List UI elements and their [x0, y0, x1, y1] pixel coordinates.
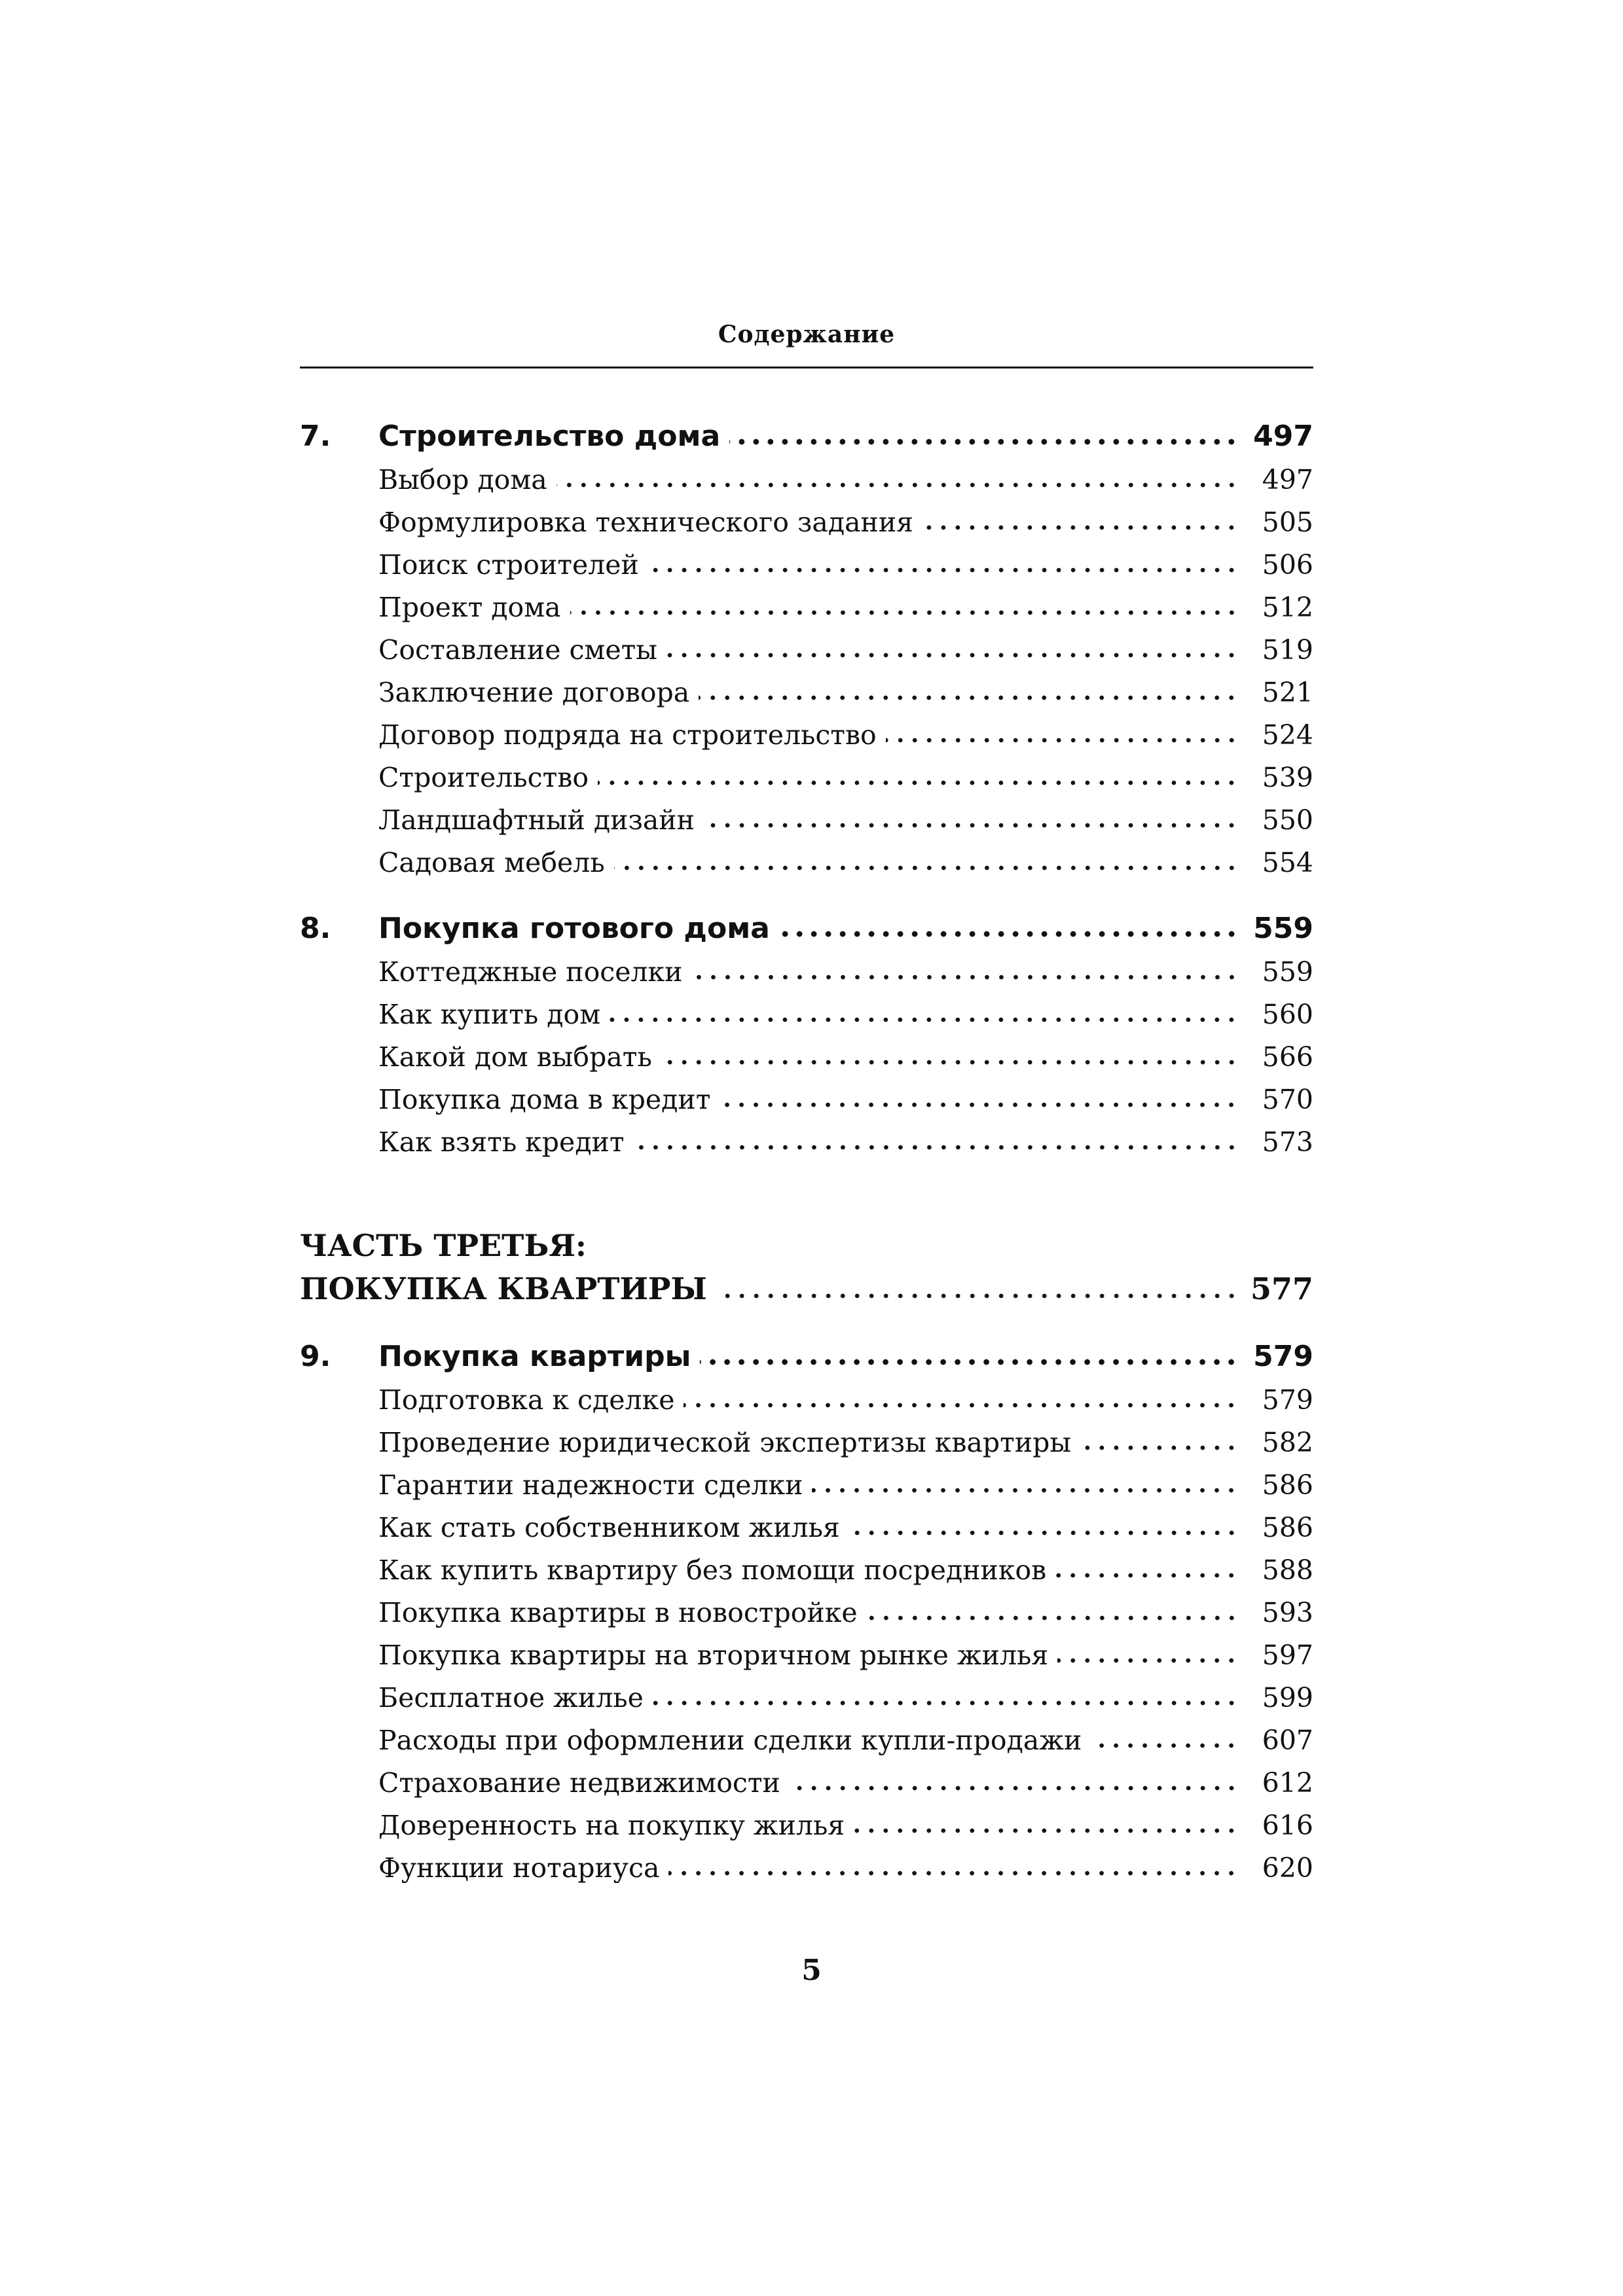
toc-entry: [300, 1586, 1313, 1628]
leader-dots: [729, 439, 1239, 445]
toc-entry-label: Страхование недвижимости: [378, 1767, 790, 1799]
toc-entry-label: Как купить квартиру без помощи посредников: [378, 1554, 1055, 1586]
leader-dots: [700, 1359, 1239, 1365]
toc-entry: [300, 666, 1313, 708]
leader-dots: [1080, 1445, 1239, 1450]
part-title: ПОКУПКА КВАРТИРЫ: [300, 1271, 716, 1306]
chapter-number: 8.: [300, 912, 331, 945]
leader-dots: [666, 653, 1239, 658]
toc-entry-page: 573: [1239, 1126, 1313, 1158]
toc-entry: [300, 1628, 1313, 1671]
toc-entry-page: 612: [1239, 1767, 1313, 1799]
toc-entry-label: Садовая мебель: [378, 847, 614, 878]
toc-entry-label: Коттеджные поселки: [378, 956, 692, 988]
toc-entry-label: Составление сметы: [378, 634, 666, 666]
toc-entry: [300, 836, 1313, 878]
toc-entry-label: Гарантии надежности сделки: [378, 1469, 812, 1501]
toc-entry: [300, 581, 1313, 623]
chapter-entry: [300, 1326, 1313, 1373]
leader-dots: [614, 865, 1239, 870]
toc-entry: [300, 1416, 1313, 1458]
leader-dots: [692, 975, 1239, 980]
leader-dots: [684, 1403, 1239, 1408]
leader-dots: [570, 610, 1239, 615]
part-label: ЧАСТЬ ТРЕТЬЯ:: [300, 1228, 596, 1263]
toc-entry: [300, 1713, 1313, 1756]
toc-entry-label: Формулировка технического задания: [378, 507, 922, 538]
chapter-number: 7.: [300, 420, 331, 453]
part-entry: [300, 1263, 1313, 1306]
part-heading-line: [300, 1220, 1313, 1263]
toc-entry-label: Покупка дома в кредит: [378, 1084, 720, 1115]
toc-entry: [300, 1115, 1313, 1158]
toc-entry-label: Как взять кредит: [378, 1126, 634, 1158]
chapter-entry: [300, 898, 1313, 945]
toc-entry-page: 620: [1239, 1852, 1313, 1884]
leader-dots: [779, 931, 1239, 937]
toc-entry-page: 550: [1239, 804, 1313, 836]
chapter-title: Покупка готового дома: [378, 912, 770, 945]
table-of-contents: [300, 406, 1313, 1884]
toc-entry: [300, 1458, 1313, 1501]
leader-dots: [699, 695, 1239, 700]
leader-dots: [849, 1530, 1239, 1535]
chapter-title: Покупка квартиры: [378, 1340, 691, 1373]
toc-entry-page: 593: [1239, 1597, 1313, 1628]
spacer: [300, 878, 1313, 898]
leader-dots: [812, 1488, 1239, 1493]
toc-entry: [300, 1373, 1313, 1416]
leader-dots: [790, 1785, 1239, 1791]
toc-entry: [300, 623, 1313, 666]
toc-entry-page: 582: [1239, 1427, 1313, 1458]
chapter-page: 579: [1239, 1340, 1313, 1373]
toc-entry-page: 579: [1239, 1384, 1313, 1416]
toc-entry-label: Доверенность на покупку жилья: [378, 1810, 854, 1841]
part-page: 577: [1239, 1271, 1313, 1306]
leader-dots: [668, 1871, 1239, 1876]
toc-entry-page: 588: [1239, 1554, 1313, 1586]
running-header: Содержание: [718, 321, 896, 348]
toc-entry: [300, 945, 1313, 988]
chapter-title: Строительство дома: [378, 420, 721, 453]
toc-entry-page: 524: [1239, 719, 1313, 751]
toc-entry-label: Поиск строителей: [378, 549, 648, 581]
toc-entry: [300, 1073, 1313, 1115]
leader-dots: [648, 567, 1239, 573]
toc-entry-page: 597: [1239, 1640, 1313, 1671]
toc-entry-label: Как купить дом: [378, 999, 610, 1030]
toc-entry: [300, 1671, 1313, 1713]
leader-dots: [922, 525, 1239, 530]
toc-entry-page: 586: [1239, 1512, 1313, 1543]
leader-dots: [1055, 1573, 1239, 1578]
toc-entry-page: 521: [1239, 677, 1313, 708]
toc-entry-page: 560: [1239, 999, 1313, 1030]
toc-entry-label: Подготовка к сделке: [378, 1384, 684, 1416]
leader-dots: [653, 1700, 1239, 1706]
toc-entry: [300, 793, 1313, 836]
toc-entry-page: 599: [1239, 1682, 1313, 1713]
toc-entry-page: 586: [1239, 1469, 1313, 1501]
chapter-number: 9.: [300, 1340, 331, 1373]
toc-entry-label: Как стать собственником жилья: [378, 1512, 849, 1543]
spacer: [300, 1158, 1313, 1220]
toc-entry-page: 554: [1239, 847, 1313, 878]
toc-entry-page: 519: [1239, 634, 1313, 666]
leader-dots: [886, 738, 1239, 743]
toc-entry: [300, 708, 1313, 751]
toc-entry-label: Проект дома: [378, 592, 570, 623]
toc-entry: [300, 988, 1313, 1030]
toc-entry-label: Заключение договора: [378, 677, 699, 708]
chapter-entry: [300, 406, 1313, 453]
toc-entry: [300, 495, 1313, 538]
toc-entry: [300, 538, 1313, 581]
page-number: 5: [801, 1954, 822, 1987]
toc-entry-label: Какой дом выбрать: [378, 1041, 661, 1073]
leader-dots: [1091, 1743, 1239, 1748]
toc-entry-label: Покупка квартиры в новостройке: [378, 1597, 867, 1628]
leader-dots: [854, 1828, 1239, 1833]
toc-entry-page: 506: [1239, 549, 1313, 581]
toc-entry-label: Проведение юридической экспертизы квартиры: [378, 1427, 1080, 1458]
leader-dots: [661, 1060, 1239, 1065]
toc-entry: [300, 1799, 1313, 1841]
toc-entry: [300, 1756, 1313, 1799]
leader-dots: [704, 823, 1239, 828]
toc-entry-label: Ландшафтный дизайн: [378, 804, 704, 836]
toc-entry: [300, 751, 1313, 793]
chapter-page: 497: [1239, 420, 1313, 453]
toc-entry-label: Покупка квартиры на вторичном рынке жилья: [378, 1640, 1057, 1671]
leader-dots: [634, 1145, 1239, 1150]
leader-dots: [867, 1615, 1239, 1621]
toc-entry-label: Строительство: [378, 762, 598, 793]
leader-dots: [716, 1293, 1239, 1299]
toc-entry-page: 505: [1239, 507, 1313, 538]
toc-entry-page: 570: [1239, 1084, 1313, 1115]
toc-entry-page: 566: [1239, 1041, 1313, 1073]
chapter-page: 559: [1239, 912, 1313, 945]
toc-entry: [300, 1030, 1313, 1073]
leader-dots: [598, 780, 1239, 785]
toc-entry-page: 559: [1239, 956, 1313, 988]
toc-entry-label: Договор подряда на строительство: [378, 719, 886, 751]
toc-entry-page: 616: [1239, 1810, 1313, 1841]
toc-entry-label: Бесплатное жилье: [378, 1682, 653, 1713]
spacer: [300, 1306, 1313, 1326]
toc-entry-page: 607: [1239, 1725, 1313, 1756]
leader-dots: [1057, 1658, 1239, 1663]
toc-entry: [300, 1501, 1313, 1543]
leader-dots: [610, 1017, 1239, 1022]
leader-dots: [556, 482, 1239, 488]
header-divider: [300, 367, 1313, 368]
toc-entry-label: Выбор дома: [378, 464, 556, 495]
toc-entry-label: Расходы при оформлении сделки купли-продажи: [378, 1725, 1091, 1756]
toc-entry: [300, 453, 1313, 495]
toc-entry: [300, 1841, 1313, 1884]
toc-entry-page: 539: [1239, 762, 1313, 793]
toc-entry-label: Функции нотариуса: [378, 1852, 668, 1884]
toc-entry-page: 512: [1239, 592, 1313, 623]
toc-entry-page: 497: [1239, 464, 1313, 495]
leader-dots: [720, 1102, 1239, 1107]
toc-entry: [300, 1543, 1313, 1586]
